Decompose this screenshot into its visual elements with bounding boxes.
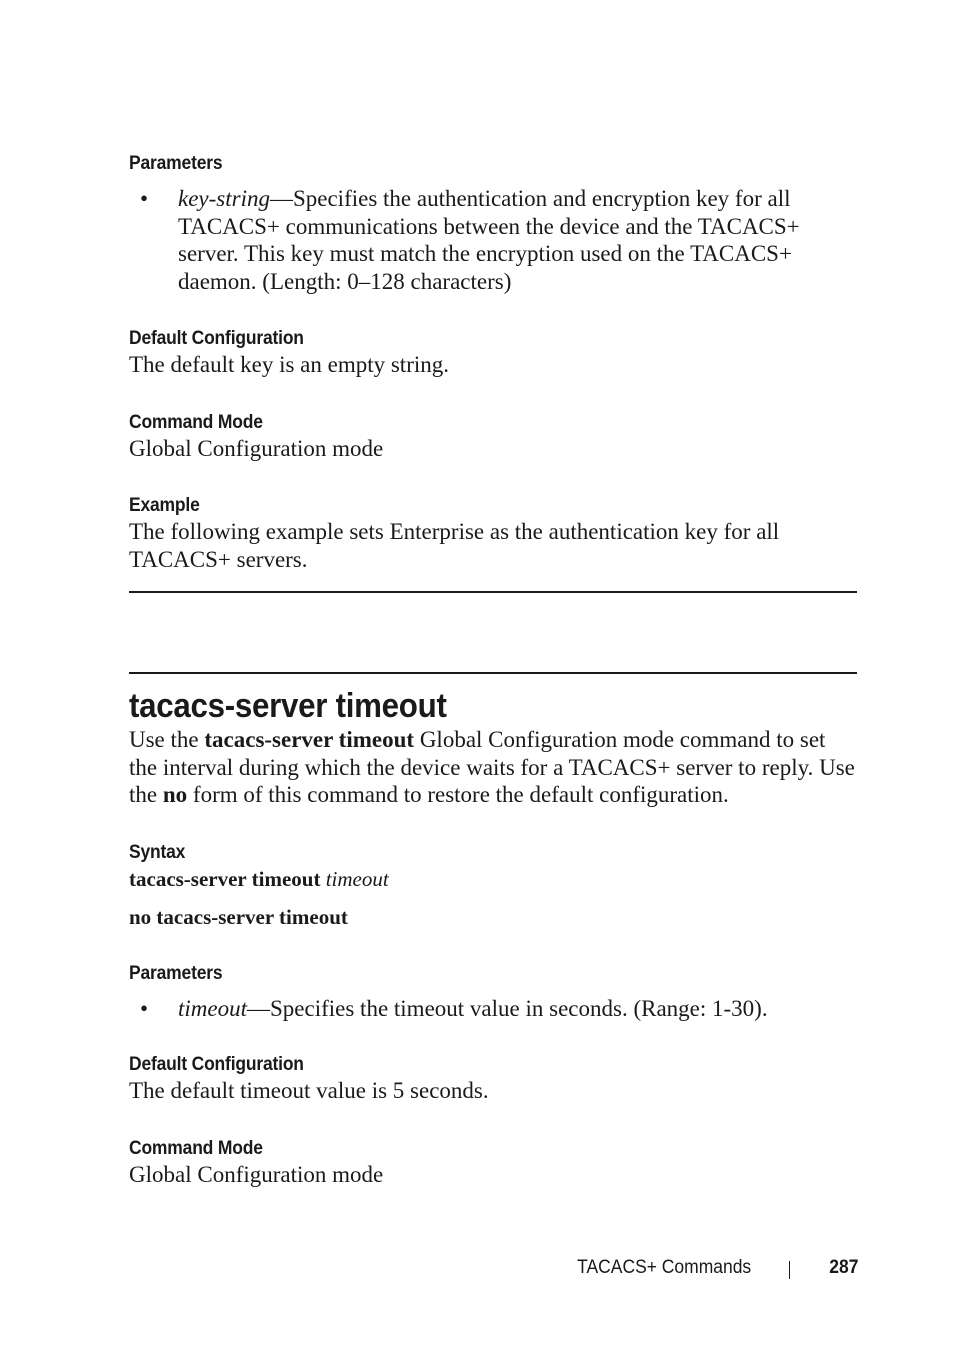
- section-end-rule: [129, 591, 857, 593]
- default-config-heading-2: Default Configuration: [129, 1054, 304, 1075]
- bullet-icon: •: [140, 995, 149, 1021]
- page-number: 287: [829, 1257, 859, 1278]
- syntax-heading: Syntax: [129, 841, 186, 863]
- default-config-heading: Default Configuration: [129, 328, 304, 349]
- page-content: [129, 152, 857, 1188]
- syntax-no-line: no tacacs-server timeout: [129, 904, 348, 929]
- parameter-term: timeout: [178, 995, 247, 1021]
- command-mode-heading: Command Mode: [129, 411, 263, 433]
- example-heading: Example: [129, 495, 200, 516]
- section-start-rule: [129, 672, 857, 674]
- parameter-description: —Specifies the authentication and encryption key for all TACACS+ communications between the device and the TACACS+ server. This key must match the encryption used on the TACACS+ daemon. (Length: 0–128 characters): [178, 186, 800, 294]
- syntax-command: tacacs-server timeout: [129, 866, 321, 891]
- command-name: tacacs-server timeout: [204, 727, 415, 752]
- command-description: Use the tacacs-server timeout Global Configuration mode command to set the interval during which the device waits for a TACACS+ server to reply. Use the no form of this command to restore the default configuration.: [129, 727, 855, 807]
- syntax-argument: timeout: [325, 866, 389, 891]
- parameters-heading: Parameters: [129, 153, 223, 174]
- command-mode-text: Global Configuration mode: [129, 435, 384, 461]
- command-mode-text-2: Global Configuration mode: [129, 1161, 384, 1187]
- command-mode-heading-2: Command Mode: [129, 1137, 263, 1159]
- footer-separator: [789, 1261, 790, 1279]
- parameter-description: —Specifies the timeout value in seconds. (Range: 1-30).: [247, 995, 768, 1021]
- syntax-line: [129, 866, 857, 893]
- bullet-icon: •: [140, 186, 149, 211]
- example-text: The following example sets Enterprise as the authentication key for all TACACS+ servers.: [129, 519, 780, 572]
- parameters-heading-2: Parameters: [129, 962, 223, 984]
- parameter-item-2: [129, 995, 857, 1023]
- page-footer: [562, 1256, 860, 1280]
- parameter-item: [129, 185, 857, 295]
- command-title: tacacs-server timeout: [129, 687, 447, 725]
- footer-section-title: TACACS+ Commands: [577, 1257, 752, 1278]
- parameter-term: key-string: [178, 186, 270, 211]
- default-config-text: The default key is an empty string.: [129, 352, 450, 377]
- no-keyword: no: [162, 782, 188, 807]
- default-config-text-2: The default timeout value is 5 seconds.: [129, 1078, 489, 1103]
